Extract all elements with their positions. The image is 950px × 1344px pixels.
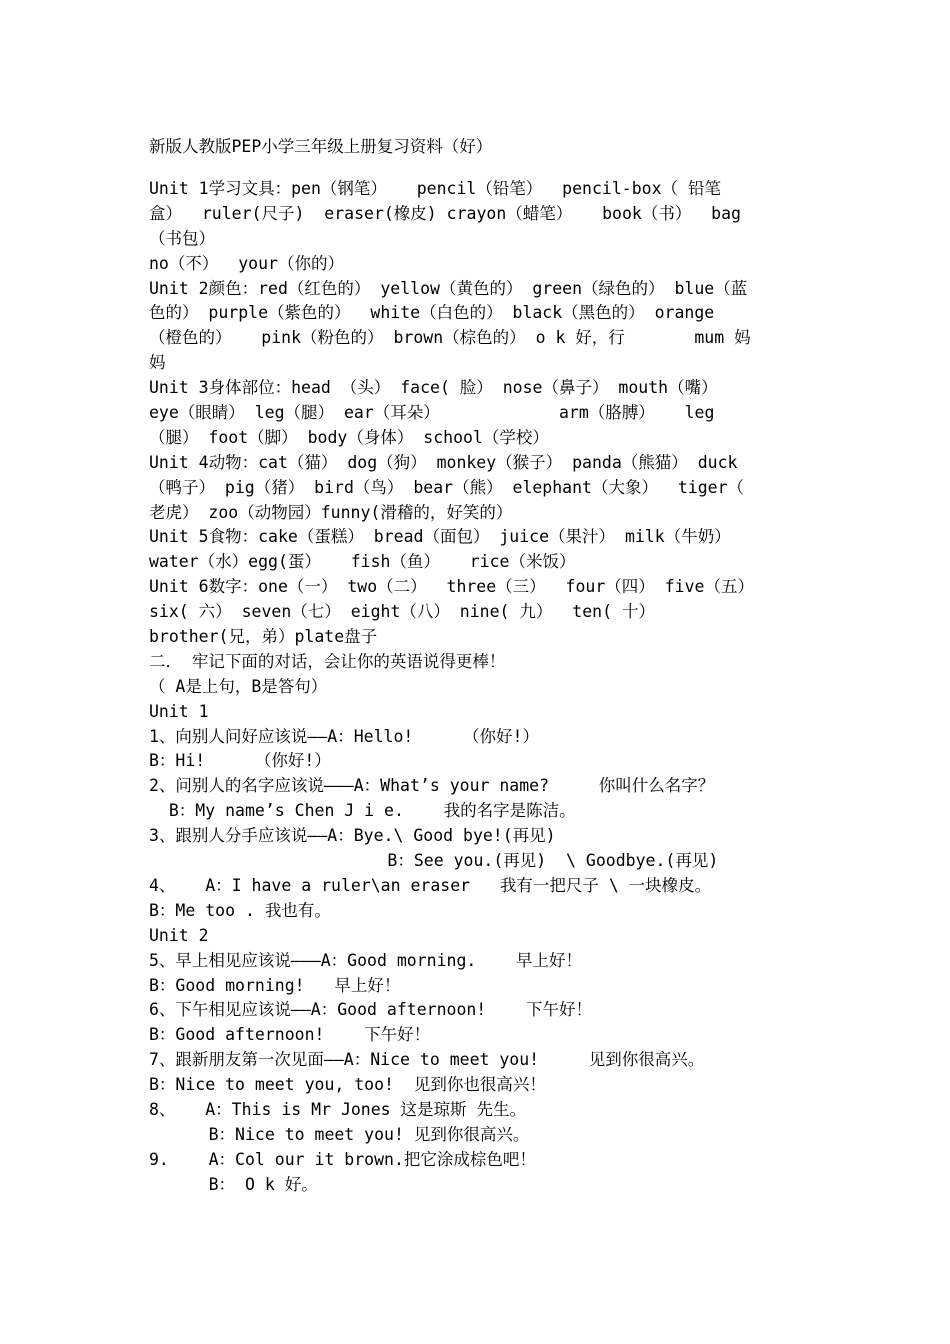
text-line: brother(兄，弟）plate盘子 <box>149 627 378 647</box>
dialogue-line: B：My name’s Chen J i e. 我的名字是陈洁。 <box>149 801 576 821</box>
text-line: Unit 6数字：one（一） two（二） three（三） four（四） five（五） <box>149 577 754 597</box>
dialogue-line: B：Me too . 我也有。 <box>149 900 331 920</box>
dialogue-line: B：Hi! （你好!） <box>149 751 331 771</box>
document-body <box>149 177 799 1198</box>
dialogue-line: 2、问别人的名字应该说———A：What’s your name? 你叫什么名字？ <box>149 776 715 796</box>
text-line: 色的） purple（紫色的） white（白色的） black（黑色的） orange <box>149 303 715 323</box>
text-line: Unit 4动物：cat（猫） dog（狗） monkey（猴子） panda（熊猫） duck <box>149 452 738 472</box>
text-line: Unit 5食物：cake（蛋糕） bread（面包） juice（果汁） milk（牛奶） <box>149 527 731 547</box>
text-line: （书包） <box>149 228 215 248</box>
text-line: no（不） your（你的） <box>149 253 344 273</box>
dialogue-line: 6、下午相见应该说——A：Good afternoon! 下午好！ <box>149 1000 592 1020</box>
text-line: （ A是上句，B是答句） <box>149 676 328 696</box>
unit-heading: Unit 1 <box>149 701 209 721</box>
dialogue-line: 8、 A：This is Mr Jones 这是琼斯 先生。 <box>149 1099 526 1119</box>
text-line: six( 六） seven（七） eight（八） nine( 九） ten( 十） <box>149 602 655 622</box>
dialogue-line: 7、跟新朋友第一次见面——A：Nice to meet you! 见到你很高兴。 <box>149 1050 705 1070</box>
section-heading: 二． 牢记下面的对话，会让你的英语说得更棒！ <box>149 651 506 671</box>
text-line: 妈 <box>149 353 166 373</box>
dialogue-line: B：Nice to meet you! 见到你很高兴。 <box>149 1124 530 1144</box>
text-line: 老虎） zoo（动物园）funny(滑稽的，好笑的） <box>149 502 513 522</box>
text-line: water（水）egg(蛋） fish（鱼） rice（米饭） <box>149 552 576 572</box>
dialogue-line: 3、跟别人分手应该说——A：Bye.\ Good bye!(再见) <box>149 826 556 846</box>
text-line: eye（眼睛） leg（腿） ear（耳朵） arm（胳膊） leg <box>149 403 715 423</box>
dialogue-line: B：Nice to meet you, too! 见到你也很高兴！ <box>149 1075 546 1095</box>
dialogue-line: 9. A：Col our it brown.把它涂成棕色吧！ <box>149 1149 536 1169</box>
dialogue-line: B： O k 好。 <box>149 1174 318 1194</box>
dialogue-line: B：See you.(再见) \ Goodbye.(再见) <box>149 851 719 871</box>
text-line: （腿） foot（脚） body（身体） school（学校） <box>149 427 549 447</box>
text-line: Unit 1学习文具：pen（钢笔） pencil（铅笔） pencil-box（ 铅笔 <box>149 179 721 198</box>
document-title: 新版人教版PEP小学三年级上册复习资料（好） <box>149 137 493 156</box>
text-line: Unit 2颜色：red（红色的） yellow（黄色的） green（绿色的） blue（蓝 <box>149 278 748 298</box>
document-page <box>149 135 799 1198</box>
dialogue-line: 4、 A：I have a ruler\an eraser 我有一把尺子 \ 一块橡皮。 <box>149 875 712 895</box>
text-line: 盒） ruler(尺子) eraser(橡皮) crayon（蜡笔） book（书） bag <box>149 203 741 223</box>
unit-heading: Unit 2 <box>149 925 209 945</box>
text-line: （鸭子） pig（猪） bird（鸟） bear（熊） elephant（大象） tiger（ <box>149 477 745 497</box>
text-line: （橙色的） pink（粉色的） brown（棕色的） o k 好，行 mum 妈 <box>149 328 751 348</box>
text-line: Unit 3身体部位：head （头） face( 脸） nose（鼻子） mouth（嘴） <box>149 378 718 398</box>
dialogue-line: B：Good morning! 早上好！ <box>149 975 401 995</box>
dialogue-line: 5、早上相见应该说———A：Good morning. 早上好！ <box>149 950 583 970</box>
dialogue-line: 1、向别人问好应该说——A：Hello! （你好!） <box>149 726 539 746</box>
dialogue-line: B：Good afternoon! 下午好！ <box>149 1025 431 1045</box>
